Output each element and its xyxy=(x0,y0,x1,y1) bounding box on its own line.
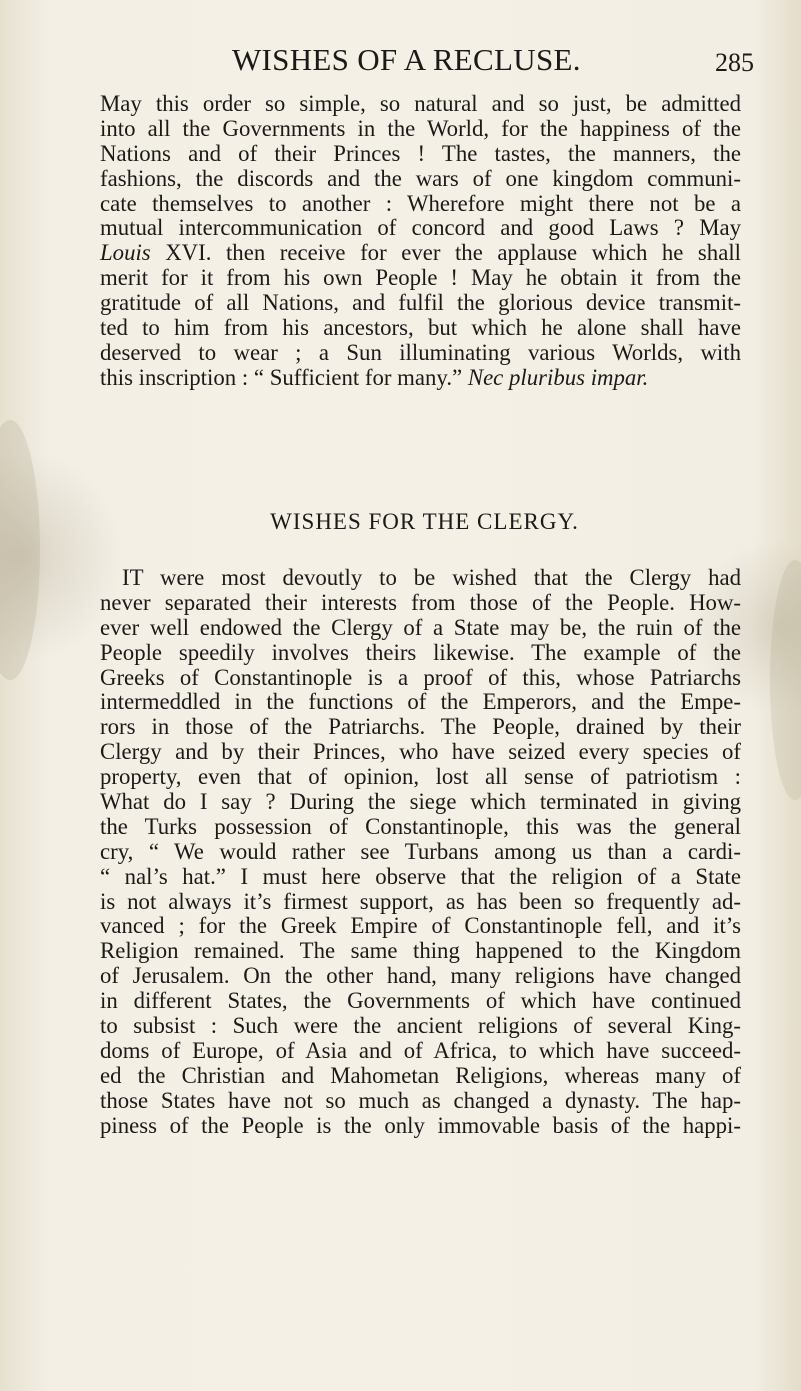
text-line: those States have not so much as changed a dynasty. The hap- xyxy=(100,1087,741,1113)
text-line: of Jerusalem. On the other hand, many religions have changed xyxy=(100,963,741,989)
text-line: mutual intercommunication of concord and good Laws ? May xyxy=(100,215,741,241)
text-line: May this order so simple, so natural and so just, be admitted xyxy=(100,91,741,116)
text-line: Religion remained. The same thing happened to the Kingdom xyxy=(100,938,741,964)
text-line: fashions, the discords and the wars of one kingdom communi- xyxy=(100,165,741,191)
text-line: never separated their interests from those of the People. How- xyxy=(100,589,741,615)
text-line: cate themselves to another : Wherefore might there not be a xyxy=(100,190,741,216)
text-line: Nations and of their Princes ! The tastes, the manners, the xyxy=(100,140,741,166)
text-line: ed the Christian and Mahometan Religions, whereas many of xyxy=(100,1062,741,1088)
text-line: in different States, the Governments of which have continued xyxy=(100,988,741,1014)
text-line: Greeks of Constantinople is a proof of this, whose Patriarchs xyxy=(100,664,741,690)
paragraph-top xyxy=(100,92,741,391)
text-line: “ nal’s hat.” I must here observe that the religion of a State xyxy=(100,863,741,889)
text-line: piness of the People is the only immovable basis of the happi- xyxy=(100,1112,741,1138)
text-line: into all the Governments in the World, for the happiness of the xyxy=(100,115,741,141)
page-number: 285 xyxy=(715,48,754,77)
text-line: property, even that of opinion, lost all sense of patriotism : xyxy=(100,764,741,790)
text-line: ever well endowed the Clergy of a State may be, the ruin of the xyxy=(100,614,741,640)
text-line: merit for it from his own People ! May he obtain it from the xyxy=(100,265,741,291)
paragraph-main xyxy=(100,566,741,1138)
text-line: Louis XVI. then receive for ever the applause which he shall xyxy=(100,240,741,266)
paper-stain xyxy=(770,560,801,800)
text-line: intermeddled in the functions of the Emperors, and the Empe- xyxy=(100,689,741,715)
text-line: doms of Europe, of Asia and of Africa, to which have succeed- xyxy=(100,1037,741,1063)
text-line: this inscription : “ Sufficient for many.” Nec pluribus impar. xyxy=(100,364,649,390)
text-line: cry, “ We would rather see Turbans among us than a cardi- xyxy=(100,838,741,864)
page-header xyxy=(0,40,801,80)
text-line: ted to him from his ancestors, but which he alone shall have xyxy=(100,315,741,341)
text-line: rors in those of the Patriarchs. The People, drained by their xyxy=(100,714,741,740)
paper-stain xyxy=(0,420,40,680)
text-line: gratitude of all Nations, and fulfil the glorious device transmit- xyxy=(100,290,741,316)
text-line: vanced ; for the Greek Empire of Constantinople fell, and it’s xyxy=(100,913,741,939)
section-heading xyxy=(0,508,801,536)
text-line: the Turks possession of Constantinople, this was the general xyxy=(100,813,741,839)
text-line: is not always it’s firmest support, as has been so frequently ad- xyxy=(100,888,741,914)
text-line: deserved to wear ; a Sun illuminating various Worlds, with xyxy=(100,339,741,365)
text-line: People speedily involves theirs likewise. The example of the xyxy=(100,639,741,665)
text-line: to subsist : Such were the ancient religions of several King- xyxy=(100,1013,741,1039)
section-heading-text: WISHES FOR THE CLERGY. xyxy=(270,509,579,534)
running-title: WISHES OF A RECLUSE. xyxy=(232,42,581,77)
text-line: What do I say ? During the siege which terminated in giving xyxy=(100,789,741,815)
text-line: Clergy and by their Princes, who have seized every species of xyxy=(100,739,741,765)
text-line: IT were most devoutly to be wished that the Clergy had xyxy=(122,565,741,590)
